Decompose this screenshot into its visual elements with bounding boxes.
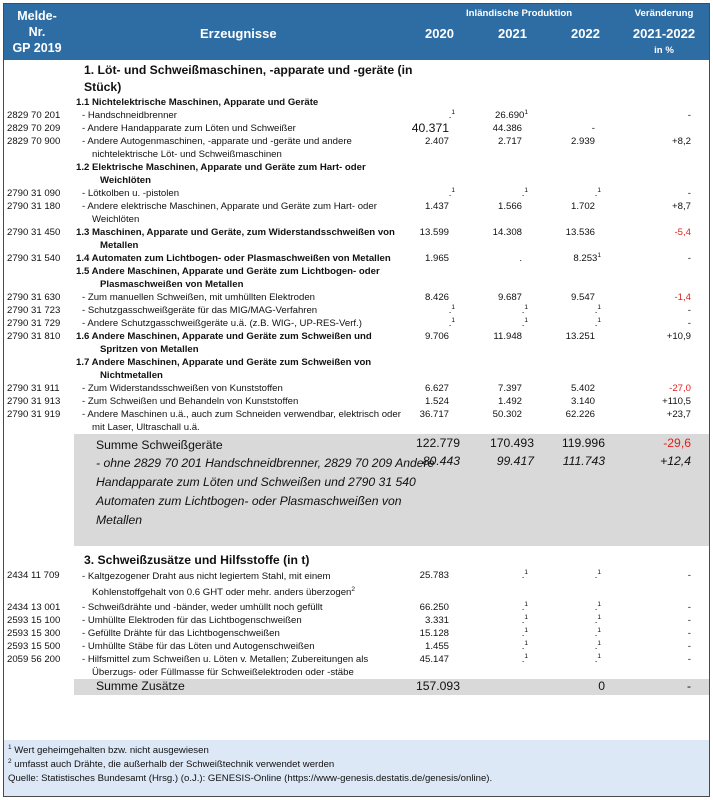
machine-row (4, 135, 709, 161)
table-body (4, 62, 709, 695)
machine-code: 2790 31 919 (7, 409, 61, 420)
additive-value-2022-note: 1 (597, 613, 601, 621)
machine-value-2020: 8.426 (424, 292, 449, 303)
additive-value-2022: .$^1$ (594, 613, 601, 626)
additive-value-2022: .$^1$ (594, 639, 601, 652)
additive-desc-note: 2 (351, 585, 356, 593)
machine-change: - (687, 305, 691, 316)
year-2020-header: 2020 (425, 26, 454, 41)
machine-value-2020-note: 1 (451, 316, 455, 324)
additive-value-2022-note: 1 (597, 626, 601, 634)
report-number-header-line3: GP 2019 (12, 41, 62, 55)
machine-desc: - Zum Widerstandsschweißen von Kunststoffen (82, 383, 283, 394)
additive-desc: - Gefüllte Drähte für das Lichtbogenschweißen (82, 628, 280, 639)
additive-code: 2434 11 709 (7, 570, 60, 581)
additive-value-2021-note: 1 (524, 626, 528, 634)
machine-value-2022: 3.140 (570, 396, 595, 407)
machine-value-2021: 11.948 (493, 331, 522, 342)
machine-value-2022: 62.226 (565, 409, 595, 420)
additive-value-2022: .$^1$ (594, 600, 601, 613)
additive-value-2022-note: 1 (597, 600, 601, 608)
machine-value-2020: 1.965 (424, 253, 449, 264)
machine-desc: - Zum Schweißen und Behandeln von Kunststoffen (82, 396, 299, 407)
machine-change: - (687, 253, 691, 264)
sum-welding-2021: 170.493 (489, 436, 534, 450)
machine-desc: - Andere Autogenmaschinen, -apparate und -geräte und andere nichtelektrische Löt- und Schweißmaschinen (82, 136, 352, 160)
additive-row (4, 640, 709, 653)
machine-value-2022: 9.547 (570, 292, 595, 303)
footnote-2 (8, 758, 709, 772)
footnote-1-mark: 1 (8, 743, 12, 751)
additive-row (4, 627, 709, 640)
machine-value-2021-note: 1 (524, 316, 528, 324)
section-1-title: 1. Löt- und Schweißmaschinen, -apparate und -geräte (in Stück) (84, 63, 413, 94)
table-header (4, 4, 709, 60)
machine-row (4, 382, 709, 395)
machine-value-2021-note: 1 (524, 303, 528, 311)
change-unit-header: in % (654, 45, 674, 56)
machine-value-2020: .$^1$ (448, 316, 455, 329)
additive-value-2021: .$^1$ (521, 600, 528, 613)
machine-code: 2790 31 630 (7, 292, 61, 303)
machine-code: 2790 31 540 (7, 253, 61, 264)
additive-change: - (687, 628, 691, 639)
machine-row (4, 252, 709, 265)
sum-excl-label: - ohne 2829 70 201 Handschneidbrenner, 2829 70 209 Andere Handapparate zum Löten und Schweißen und 2790 31 540 Automaten zum Lichtbogen- oder Plasmaschweißen von Metallen (96, 456, 435, 527)
machine-value-2021: 50.302 (492, 409, 522, 420)
machine-desc: - Zum manuellen Schweißen, mit umhüllten Elektroden (82, 292, 316, 303)
machine-desc: 1.1 Nichtelektrische Maschinen, Apparate und Geräte (76, 97, 319, 108)
section-3-rows (4, 569, 709, 679)
machine-value-2022: 2.939 (570, 136, 595, 147)
machine-code: 2790 31 180 (7, 201, 61, 212)
year-2021-header: 2021 (498, 26, 527, 41)
machine-value-2022-note: 1 (597, 303, 601, 311)
footnote-2-mark: 2 (8, 757, 12, 765)
machine-value-2021: 44.386 (492, 123, 522, 134)
sum-welding-change: -29,6 (663, 436, 691, 450)
machine-code: 2790 31 723 (7, 305, 61, 316)
additive-change: - (687, 570, 691, 581)
machine-change: -27,0 (669, 383, 691, 394)
sum-welding-2022: 119.996 (561, 436, 605, 450)
additive-value-2020: 1.455 (424, 641, 449, 652)
additive-code: 2593 15 500 (7, 641, 61, 652)
machine-value-2020: .$^1$ (448, 303, 455, 316)
machine-code: 2790 31 450 (7, 227, 61, 238)
machine-value-2020: 13.599 (419, 227, 449, 238)
additive-desc: - Umhüllte Stäbe für das Löten und Autogenschweißen (82, 641, 315, 652)
machine-row (4, 122, 709, 135)
additive-value-2022: .$^1$ (594, 626, 601, 639)
machine-desc: - Schutzgasschweißgeräte für das MIG/MAG-Verfahren (82, 305, 318, 316)
machine-desc: - Andere Maschinen u.ä., auch zum Schneiden verwendbar, elektrisch oder mit Laser, Ultraschall u.ä. (82, 409, 401, 433)
additive-change: - (687, 641, 691, 652)
additive-change: - (687, 654, 691, 665)
machine-code: 2790 31 729 (7, 318, 61, 329)
machine-code: 2829 70 209 (7, 123, 61, 134)
machine-value-2022-note: 1 (597, 251, 601, 259)
machine-value-2020: 1.524 (424, 396, 449, 407)
machine-value-2021: 2.717 (497, 136, 522, 147)
sum-additives-2020: 157.093 (415, 679, 460, 693)
machine-value-2020: .$^1$ (448, 108, 455, 121)
additive-change: - (687, 602, 691, 613)
machine-row (4, 109, 709, 122)
additive-value-2020: 66.250 (419, 602, 449, 613)
machine-row (4, 291, 709, 304)
machine-desc: 1.6 Andere Maschinen, Apparate und Geräte zum Schweißen und Spritzen von Metallen (76, 331, 372, 355)
additive-value-2022: .$^1$ (594, 652, 601, 665)
machine-row (4, 304, 709, 317)
machine-change: - (687, 318, 691, 329)
machine-value-2021: . (519, 253, 522, 264)
additive-row (4, 601, 709, 614)
additive-row (4, 653, 709, 679)
machine-change: +110,5 (662, 396, 691, 407)
machine-code: 2829 70 201 (7, 110, 61, 121)
machine-desc: - Andere Schutzgasschweißgeräte u.ä. (z.B. WIG-, UP-RES-Verf.) (82, 318, 362, 329)
additive-code: 2593 15 100 (7, 615, 61, 626)
statistics-table (3, 3, 710, 797)
machine-value-2022: 13.251 (565, 331, 595, 342)
machine-value-2021: 7.397 (497, 383, 522, 394)
additive-change: - (687, 615, 691, 626)
machine-value-2021: .$^1$ (521, 186, 528, 199)
additive-desc: - Hilfsmittel zum Schweißen u. Löten v. Metallen; Zubereitungen als Überzugs- oder Füllmasse für Schweißelektroden oder -stäbe (82, 654, 369, 678)
additive-value-2021: .$^1$ (521, 626, 528, 639)
products-header: Erzeugnisse (200, 26, 277, 41)
machine-change: - (687, 188, 691, 199)
additive-desc: - Umhüllte Elektroden für das Lichtbogenschweißen (82, 615, 302, 626)
machine-code: 2790 31 810 (7, 331, 61, 342)
sum-excl-2021: 99.417 (496, 454, 534, 468)
additive-code: 2059 56 200 (7, 654, 61, 665)
machine-row (4, 187, 709, 200)
machine-code: 2790 31 090 (7, 188, 61, 199)
machine-value-2022: 13.536 (565, 227, 595, 238)
machine-desc: 1.5 Andere Maschinen, Apparate und Geräte zum Lichtbogen- oder Plasmaschweißen von Metallen (76, 266, 380, 290)
change-header: Veränderung (634, 8, 694, 19)
machine-value-2021: 14.308 (492, 227, 522, 238)
additive-value-2020: 3.331 (424, 615, 449, 626)
section-3-heading (4, 552, 709, 569)
sum-welding-2020: 122.779 (415, 436, 460, 450)
additive-value-2021: .$^1$ (521, 652, 528, 665)
production-header: Inländische Produktion (466, 8, 573, 19)
machine-value-2022: .$^1$ (594, 186, 601, 199)
machine-row (4, 356, 709, 382)
year-2022-header: 2022 (571, 26, 600, 41)
machine-value-2020-note: 1 (451, 303, 455, 311)
change-period-header: 2021-2022 (632, 26, 696, 41)
additive-value-2021: .$^1$ (521, 639, 528, 652)
sum-additives-2022: 0 (598, 679, 605, 693)
machine-row (4, 226, 709, 252)
machine-row (4, 330, 709, 356)
machine-desc: 1.7 Andere Maschinen, Apparate und Geräte zum Schweißen von Nichtmetallen (76, 357, 372, 381)
machine-desc: 1.3 Maschinen, Apparate und Geräte, zum Widerstandsschweißen von Metallen (76, 227, 395, 251)
machine-row (4, 265, 709, 291)
additive-row (4, 614, 709, 627)
additive-value-2022-note: 1 (597, 652, 601, 660)
machine-desc: - Andere elektrische Maschinen, Apparate und Geräte zum Hart- oder Weichlöten (82, 201, 377, 225)
machine-desc: - Handschneidbrenner (82, 110, 177, 121)
additive-value-2020: 25.783 (419, 570, 449, 581)
machine-value-2021: 26.690$^1$ (495, 108, 528, 121)
machine-code: 2790 31 913 (7, 396, 61, 407)
section-3-title: 3. Schweißzusätze und Hilfsstoffe (in t) (84, 553, 310, 567)
machine-value-2020: 1.437 (424, 201, 449, 212)
machine-value-2022: .$^1$ (594, 303, 601, 316)
machine-value-2022: 5.402 (570, 383, 595, 394)
sum-additives (74, 679, 709, 695)
additive-desc: - Schweißdrähte und -bänder, weder umhüllt noch gefüllt (82, 602, 323, 613)
sum-excl-2020: 80.443 (422, 454, 460, 468)
additive-value-2022-note: 1 (597, 639, 601, 647)
machine-change: +8,7 (672, 201, 691, 212)
sum-additives-change: - (686, 679, 691, 693)
additive-value-2021-note: 1 (524, 600, 528, 608)
additive-value-2020: 45.147 (419, 654, 449, 665)
machine-desc: - Andere Handapparate zum Löten und Schweißer (82, 123, 296, 134)
machine-value-2021: .$^1$ (521, 316, 528, 329)
additive-value-2021-note: 1 (524, 652, 528, 660)
machine-desc: 1.4 Automaten zum Lichtbogen- oder Plasmaschweißen von Metallen (76, 253, 391, 264)
machine-value-2022: 1.702 (570, 201, 595, 212)
machine-change: - (687, 110, 691, 121)
additive-value-2021: .$^1$ (521, 613, 528, 626)
machine-value-2020: 6.627 (424, 383, 449, 394)
report-number-header (4, 8, 70, 56)
machine-value-2020: .$^1$ (448, 186, 455, 199)
machine-code: 2790 31 911 (7, 383, 60, 394)
machine-change: +23,7 (666, 409, 691, 420)
machine-value-2020-note: 1 (451, 186, 455, 194)
machine-value-2021-note: 1 (524, 186, 528, 194)
machine-value-2021: 1.566 (497, 201, 522, 212)
footnote-1-text: Wert geheimgehalten bzw. nicht ausgewiesen (14, 745, 209, 756)
machine-row (4, 395, 709, 408)
report-number-header-line2: Nr. (28, 25, 46, 39)
machine-change: -1,4 (674, 292, 691, 303)
footnote-1 (8, 744, 709, 758)
machine-row (4, 161, 709, 187)
machine-desc: 1.2 Elektrische Maschinen, Apparate und Geräte zum Hart- oder Weichlöten (76, 162, 366, 186)
additive-value-2022-note: 1 (597, 568, 601, 576)
machine-value-2020: 9.706 (424, 331, 449, 342)
source-note: Quelle: Statistisches Bundesamt (Hrsg.) (o.J.): GENESIS-Online (https://www-genesis.destatis.de/genesis/online). (8, 773, 493, 784)
machine-row (4, 96, 709, 109)
machine-value-2022-note: 1 (597, 316, 601, 324)
additive-value-2021-note: 1 (524, 568, 528, 576)
machine-value-2021: 9.687 (497, 292, 522, 303)
additive-value-2022: .$^1$ (594, 568, 601, 581)
machine-value-2020: 2.407 (424, 136, 449, 147)
machine-change: +8,2 (672, 136, 691, 147)
sum-excl-change: +12,4 (660, 454, 691, 468)
machine-value-2021: 1.492 (497, 396, 522, 407)
machine-row (4, 408, 709, 434)
machine-desc: - Lötkolben u. -pistolen (82, 188, 180, 199)
machine-value-2022: - (591, 123, 595, 134)
additive-value-2021: .$^1$ (521, 568, 528, 581)
machine-row (4, 200, 709, 226)
machine-value-2022: .$^1$ (594, 316, 601, 329)
machine-value-2020: 36.717 (419, 409, 449, 420)
machine-value-2020: 40.371 (411, 121, 449, 135)
sum-welding-devices (74, 434, 709, 546)
additive-row (4, 569, 709, 601)
machine-value-2020-note: 1 (451, 108, 455, 116)
sum-welding-label: Summe Schweißgeräte (96, 438, 223, 452)
section-1-rows (4, 96, 709, 434)
machine-value-2022-note: 1 (597, 186, 601, 194)
footnote-2-text: umfasst auch Drähte, die außerhalb der Schweißtechnik verwendet werden (14, 759, 335, 770)
machine-code: 2829 70 900 (7, 136, 61, 147)
sum-additives-label: Summe Zusätze (96, 679, 185, 693)
machine-change: -5,4 (674, 227, 691, 238)
machine-change: +10,9 (666, 331, 691, 342)
additive-desc: - Kaltgezogener Draht aus nicht legiertem Stahl, mit einem Kohlenstoffgehalt von 0.6 GHT oder mehr. anders überzogen$^2$ (82, 571, 356, 598)
sum-excl-2022: 111.743 (562, 454, 605, 468)
machine-value-2022: 8.253$^1$ (573, 251, 601, 264)
machine-row (4, 317, 709, 330)
report-number-header-line1: Melde- (17, 9, 57, 23)
machine-value-2021: .$^1$ (521, 303, 528, 316)
additive-value-2020: 15.128 (419, 628, 449, 639)
additive-value-2021-note: 1 (524, 613, 528, 621)
additive-code: 2593 15 300 (7, 628, 61, 639)
additive-value-2021-note: 1 (524, 639, 528, 647)
footnotes (4, 740, 709, 796)
section-1-heading (4, 62, 709, 96)
additive-code: 2434 13 001 (7, 602, 61, 613)
machine-value-2021-note: 1 (524, 108, 528, 116)
